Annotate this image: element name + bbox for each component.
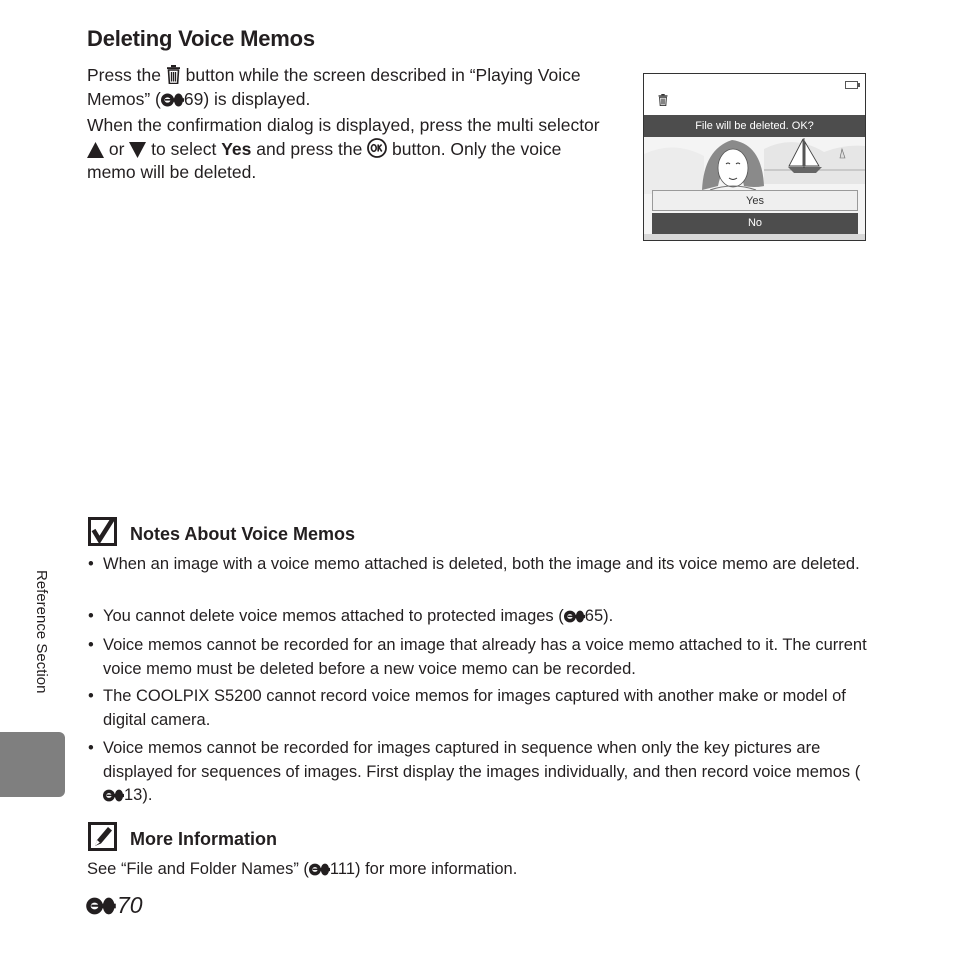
reference-section-icon	[103, 789, 124, 802]
reference-section-icon	[564, 610, 585, 623]
list-item: • The COOLPIX S5200 cannot record voice memos for images captured with another make or model of digital camera.	[87, 685, 877, 732]
pencil-note-icon	[88, 822, 117, 851]
section-title: Deleting Voice Memos	[87, 26, 315, 51]
reference-section-icon	[309, 863, 330, 876]
list-item: • When an image with a voice memo attached is deleted, both the image and its voice memo are deleted.	[87, 553, 877, 577]
checkmark-note-icon	[88, 517, 117, 546]
up-triangle-icon	[87, 142, 104, 158]
side-section-label: Reference Section	[33, 570, 50, 694]
option-no[interactable]: No	[652, 213, 858, 234]
section-tab	[0, 732, 65, 797]
list-item: • Voice memos cannot be recorded for images captured in sequence when only the key pictures are displayed for sequences of images. First display the images individually, and then record voice memos (13).	[87, 737, 877, 808]
trash-icon	[166, 65, 181, 84]
list-item: • Voice memos cannot be recorded for an image that already has a voice memo attached to it. The current voice memo must be deleted before a new voice memo can be recorded.	[87, 634, 877, 681]
trash-icon	[658, 94, 668, 106]
battery-icon	[845, 81, 858, 89]
page-number: 70	[86, 892, 143, 919]
down-triangle-icon	[129, 142, 146, 158]
reference-section-icon	[161, 93, 184, 107]
camera-screen-illustration	[643, 73, 866, 241]
list-item: • You cannot delete voice memos attached to protected images ( 65).	[87, 605, 877, 629]
ok-button-icon	[367, 138, 387, 158]
more-info-title: More Information	[130, 829, 277, 849]
option-yes[interactable]: Yes	[652, 190, 858, 211]
more-info-text: See “File and Folder Names” ( 111) for more information.	[87, 860, 518, 878]
notes-title: Notes About Voice Memos	[130, 524, 356, 544]
confirmation-message: File will be deleted. OK?	[644, 115, 865, 137]
intro-paragraph: Press the button while the screen described in “Playing Voice Memos” ( 69) is displayed.	[87, 65, 581, 109]
reference-section-icon	[86, 897, 116, 915]
instruction-paragraph: When the confirmation dialog is displayed, press the multi selector or to select Yes and press the button. Only the voice memo will be deleted.	[87, 115, 600, 182]
